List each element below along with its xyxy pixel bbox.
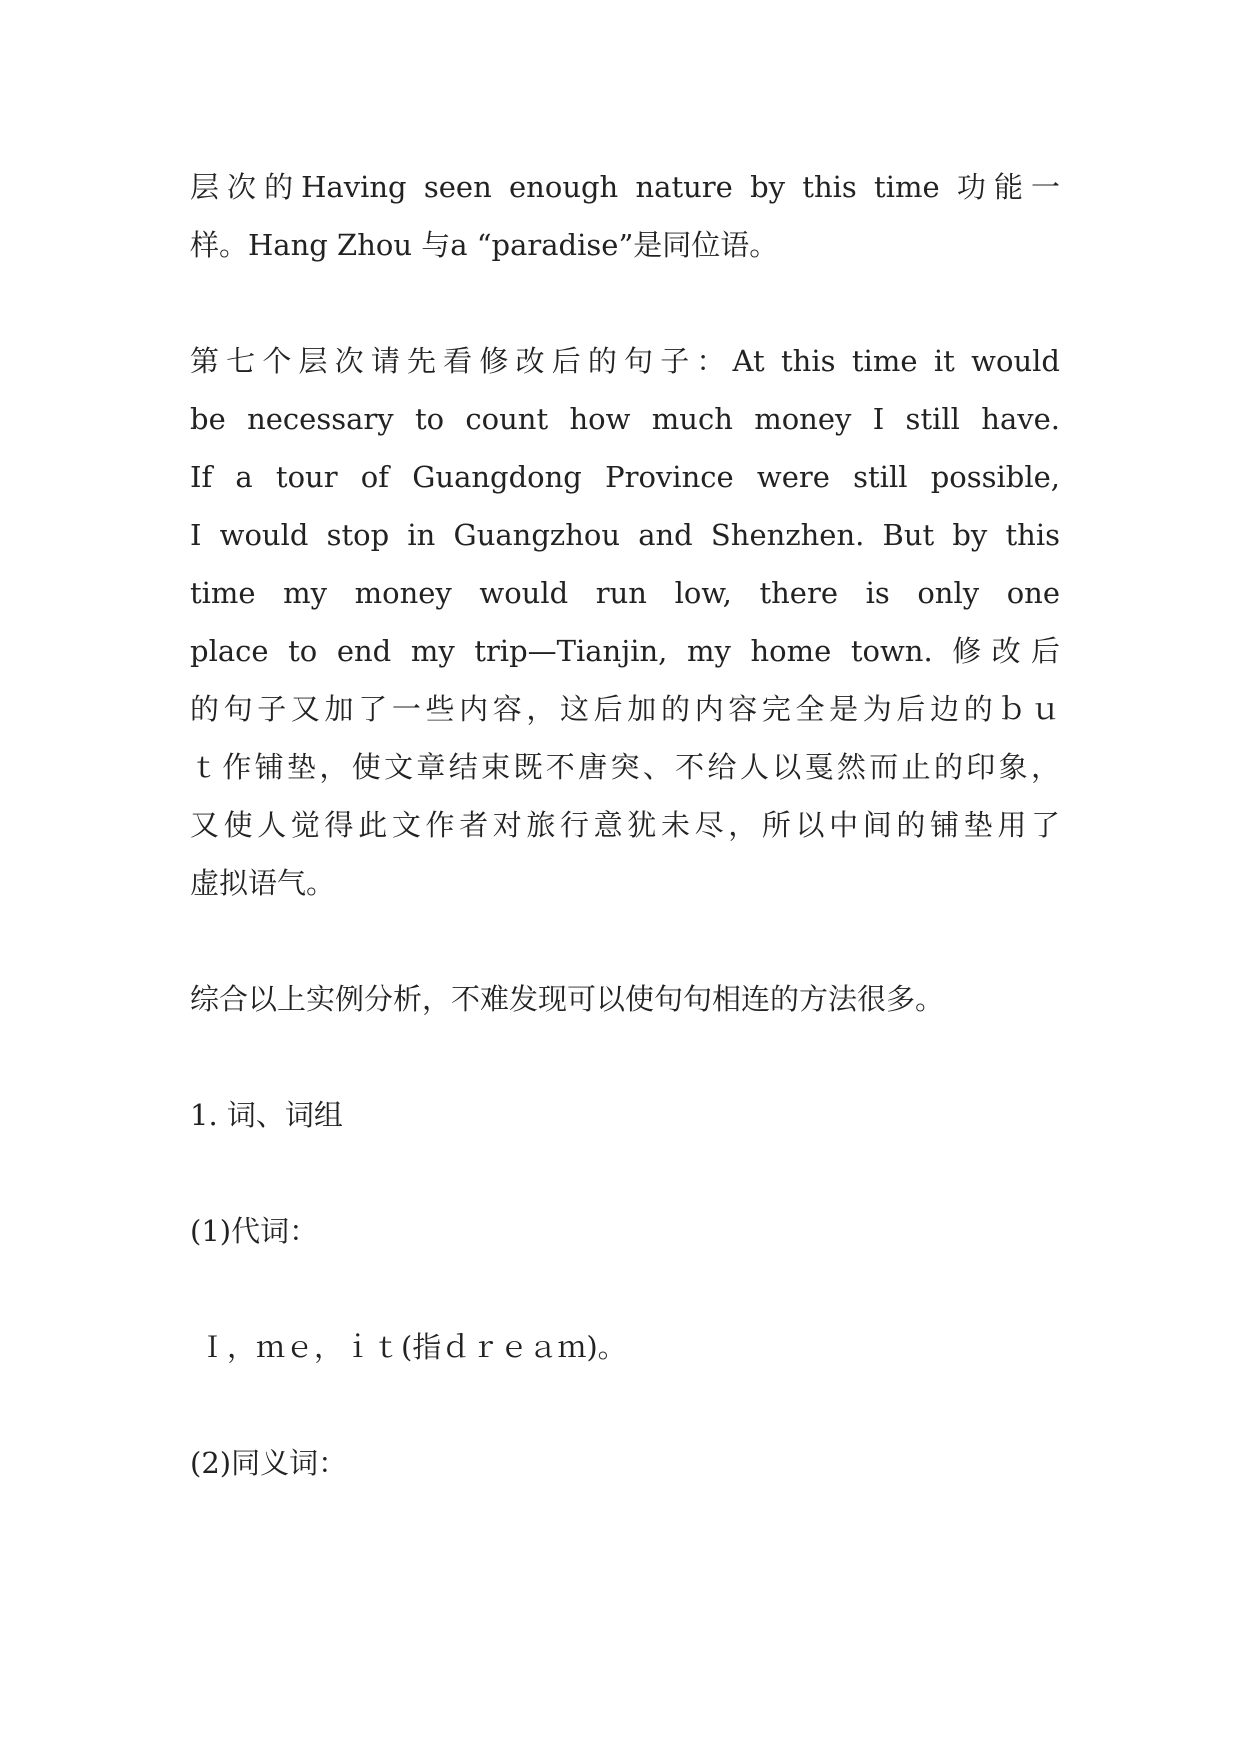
paragraph-line: 虚拟语气。	[190, 866, 336, 900]
section-heading: 1. 词、词组	[190, 1098, 343, 1132]
paragraph-line: time my money would run low, there is only one	[190, 576, 1060, 610]
paragraph-gap	[190, 1260, 1060, 1318]
paragraph-line: ｔ作铺垫，使文章结束既不唐突、不给人以戛然而止的印象，	[190, 750, 1060, 784]
paragraph-gap	[190, 1144, 1060, 1202]
paragraph-line: 层次的Having seen enough nature by this time 功能一	[190, 170, 1060, 204]
paragraph-2	[190, 332, 1060, 912]
example-line: Ｉ，ｍｅ，ｉｔ(指ｄｒｅａｍ)。	[198, 1330, 627, 1364]
paragraph-line: If a tour of Guangdong Province were still possible,	[190, 460, 1060, 494]
paragraph-gap	[190, 274, 1060, 332]
paragraph-line: 样。Hang Zhou 与a “paradise”是同位语。	[190, 228, 779, 262]
paragraph-line: 的句子又加了一些内容，这后加的内容完全是为后边的ｂｕ	[190, 692, 1060, 726]
paragraph-line: place to end my trip—Tianjin, my home town. 修改后	[190, 634, 1060, 668]
subsection-heading: (2)同义词：	[190, 1446, 348, 1480]
paragraph-line: I would stop in Guangzhou and Shenzhen. But by this	[190, 518, 1060, 552]
paragraph-1	[190, 158, 1060, 274]
paragraph-3: 综合以上实例分析，不难发现可以使句句相连的方法很多。	[190, 982, 945, 1016]
paragraph-line: be necessary to count how much money I still have.	[190, 402, 1060, 436]
paragraph-line: 第七个层次请先看修改后的句子：At this time it would	[190, 344, 1060, 378]
document-page	[190, 158, 1060, 1492]
subsection-heading: (1)代词：	[190, 1214, 319, 1248]
paragraph-gap	[190, 1376, 1060, 1434]
paragraph-line: 又使人觉得此文作者对旅行意犹未尽，所以中间的铺垫用了	[190, 808, 1060, 842]
paragraph-gap	[190, 1028, 1060, 1086]
paragraph-gap	[190, 912, 1060, 970]
